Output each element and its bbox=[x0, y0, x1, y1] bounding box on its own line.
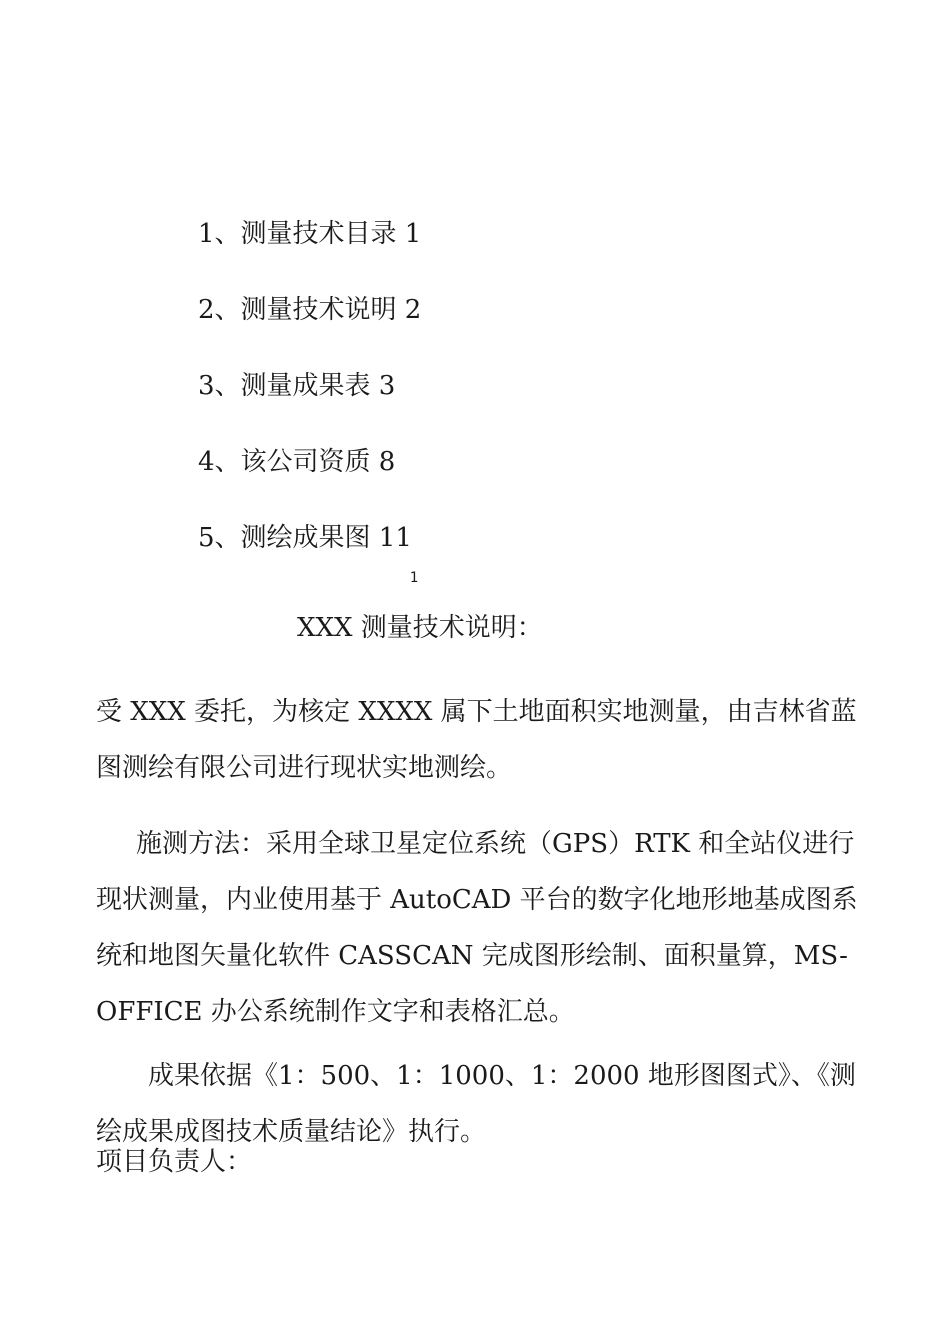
page-number: 1 bbox=[409, 570, 419, 586]
toc-item: 5、测绘成果图 11 bbox=[198, 523, 412, 553]
project-lead-label: 项目负责人： bbox=[96, 1147, 253, 1177]
paragraph-commission: 受 XXX 委托，为核定 XXXX 属下土地面积实地测量，由吉林省蓝图测绘有限公司进行现状实地测绘。 bbox=[96, 697, 857, 783]
table-of-contents bbox=[198, 196, 421, 576]
toc-item: 3、测量成果表 3 bbox=[198, 371, 396, 401]
paragraph-method: 施测方法：采用全球卫星定位系统（GPS）RTK 和全站仪进行现状测量，内业使用基于 AutoCAD 平台的数字化地形地基成图系统和地图矢量化软件 CASSCAN 完成图形绘制、面积量算，MS-OFFICE 办公系统制作文字和表格汇总。 bbox=[96, 829, 858, 1027]
paragraph-basis: 成果依据《1：500、1：1000、1：2000 地形图图式》、《测绘成果成图技术质量结论》执行。 bbox=[96, 1061, 856, 1147]
document-heading: XXX 测量技术说明： bbox=[297, 613, 543, 643]
toc-item: 4、该公司资质 8 bbox=[198, 447, 396, 477]
toc-item: 1、测量技术目录 1 bbox=[198, 219, 422, 249]
toc-item: 2、测量技术说明 2 bbox=[198, 295, 422, 325]
